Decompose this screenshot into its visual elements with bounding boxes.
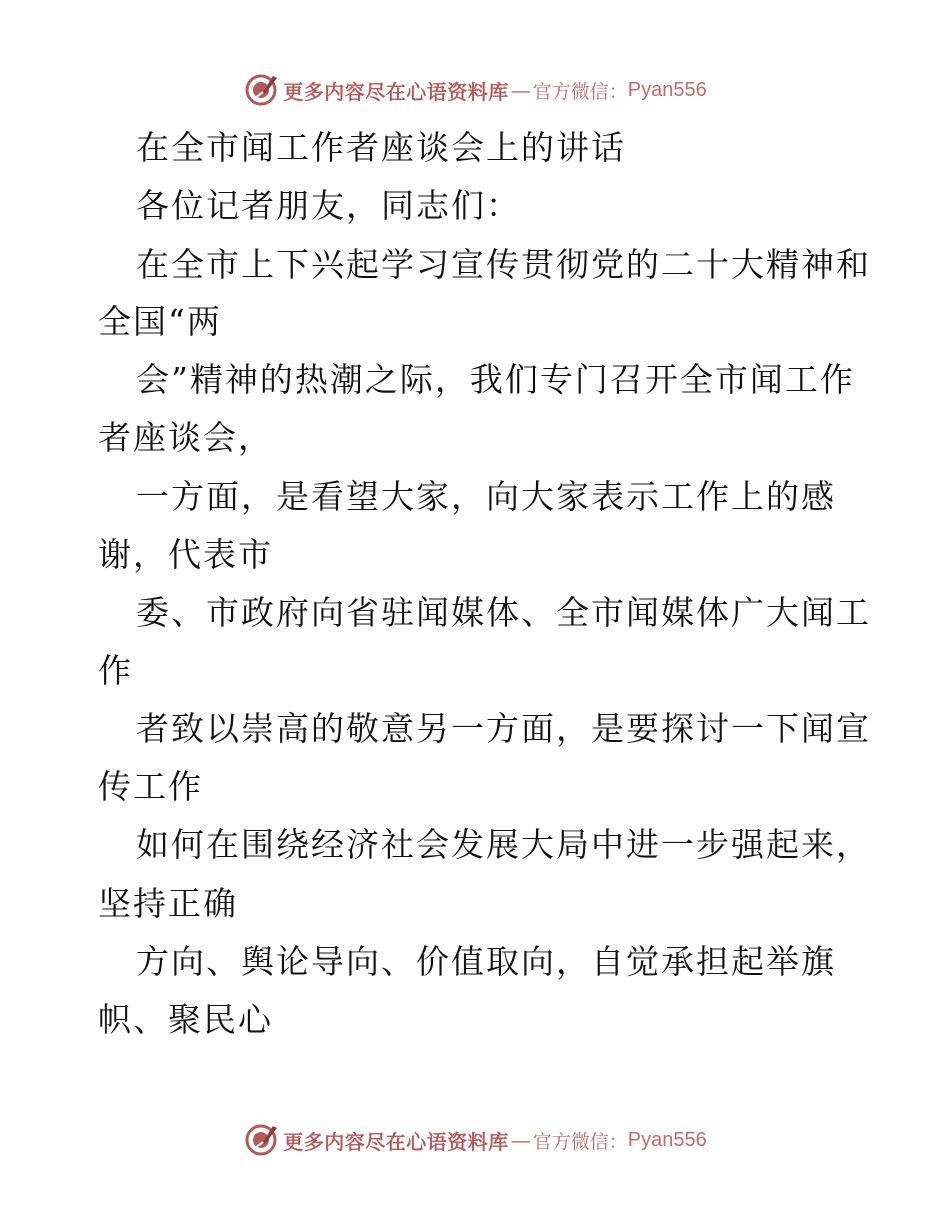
banner-wechat-label: 官方微信：: [532, 1130, 628, 1153]
salutation: 各位记者朋友，同志们：: [136, 186, 521, 225]
paragraph-line: 一方面，是看望大家，向大家表示工作上的感: [136, 477, 836, 516]
banner-wechat-id: Pyan556: [627, 78, 707, 101]
banner-wechat-label: 官方微信：: [532, 80, 628, 103]
paragraph-line: 者致以崇高的敬意另一方面，是要探讨一下闻宣: [136, 709, 871, 748]
quill-pen-logo-icon: [243, 1122, 279, 1158]
banner-site-text: 更多内容尽在心语资料库: [283, 79, 509, 104]
paragraph-line: 在全市上下兴起学习宣传贯彻党的二十大精神和: [136, 245, 871, 284]
header-banner: [0, 70, 950, 110]
paragraph-line: 方向、舆论导向、价值取向，自觉承担起举旗: [136, 942, 836, 981]
paragraph-line: 会”精神的热潮之际，我们专门召开全市闻工作: [136, 360, 855, 399]
footer-banner: [0, 1120, 950, 1160]
paragraph-line: 者座谈会，: [98, 418, 273, 457]
document-title: 在全市闻工作者座谈会上的讲话: [136, 128, 626, 167]
paragraph-line: 传工作: [98, 767, 203, 806]
paragraph-line: 作: [98, 651, 133, 690]
quill-pen-logo-icon: [243, 72, 279, 108]
banner-separator: —: [510, 78, 531, 102]
paragraph-line: 全国“两: [98, 302, 222, 341]
paragraph-line: 帜、聚民心: [98, 1000, 273, 1039]
paragraph-line: 委、市政府向省驻闻媒体、全市闻媒体广大闻工: [136, 593, 871, 632]
paragraph-line: 谢，代表市: [98, 535, 273, 574]
banner-wechat-id: Pyan556: [627, 1128, 707, 1151]
paragraph-line: 如何在围绕经济社会发展大局中进一步强起来，: [136, 825, 871, 864]
banner-separator: —: [510, 1128, 531, 1152]
paragraph-line: 坚持正确: [98, 884, 238, 923]
banner-site-text: 更多内容尽在心语资料库: [283, 1129, 509, 1154]
